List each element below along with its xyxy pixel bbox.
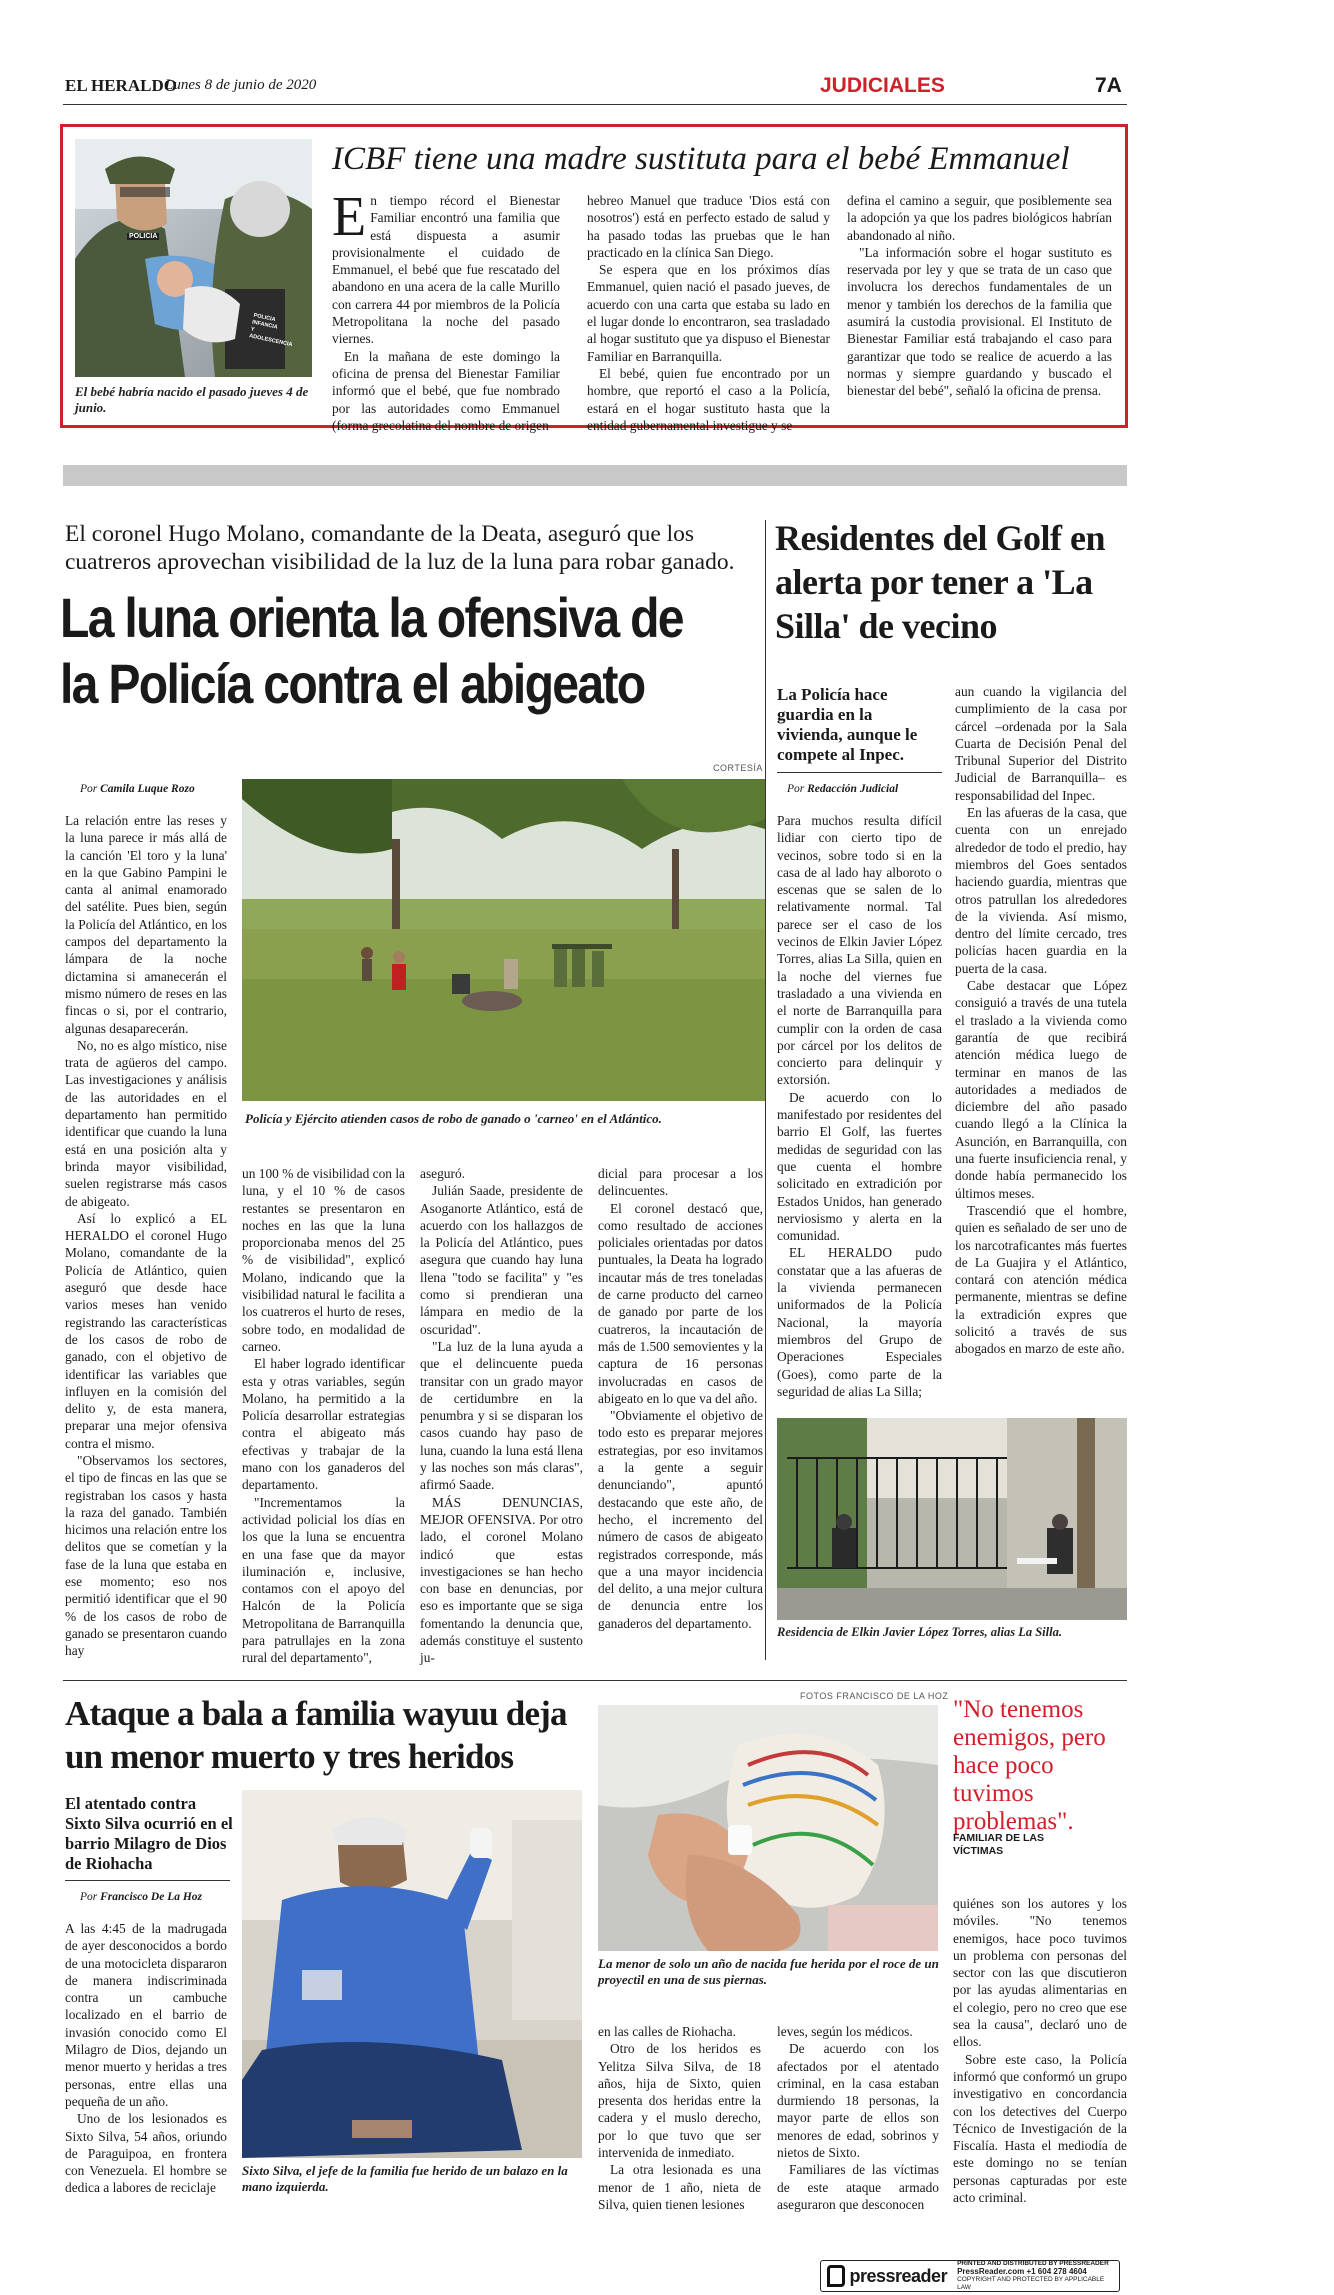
luna-dek: El coronel Hugo Molano, comandante de la Deata, aseguró que los cuatreros aprovechan visibilidad de la luz de la luna para robar ganado. <box>65 521 735 575</box>
icbf-col-3-para: defina el camino a seguir, que posiblemente sea la adopción ya que los padres biológicos habrían abandonado al niño. <box>847 193 1112 243</box>
header-rule <box>63 104 1127 105</box>
byline-name: Francisco De La Hoz <box>100 1891 203 1903</box>
golf-col-2 <box>955 683 1127 1411</box>
golf-byline <box>787 783 898 795</box>
wayuu-photo-2 <box>598 1705 938 1951</box>
luna-col-3 <box>420 1165 583 1666</box>
luna-col-4-para: dicial para procesar a los delincuentes. <box>598 1166 763 1199</box>
byline-prefix: Por <box>80 783 98 795</box>
luna-col-2-para: El haber logrado identificar esta y otras variables, según Molano, ha permitido a la Policía desarrollar estrategias contra el abigeato más efectivas y trabajar de la mano con los ganaderos del departamento. <box>242 1356 405 1493</box>
wayuu-photo-1 <box>242 1790 582 2158</box>
wayuu-quote-source: FAMILIAR DE LAS VÍCTIMAS <box>953 1832 1044 1857</box>
pressreader-logo-icon <box>827 2265 845 2287</box>
wayuu-dek: El atentado contra Sixto Silva ocurrió en el barrio Milagro de Dios de Riohacha <box>65 1794 233 1873</box>
golf-col-2-para: En las afueras de la casa, que cuenta con un enrejado alrededor de todo el predio, hay miembros del Goes sentados haciendo guardia, mientras que otros patrullan los alrededores de la vivienda. Así mismo, dentro del límite cercado, tres policías hacen guardia en la puerta de la casa. <box>955 805 1127 976</box>
wayuu-byline <box>80 1891 202 1903</box>
wayuu-col-1-para: A las 4:45 de la madrugada de ayer desconocidos a bordo de una motocicleta dispararon de manera indiscriminada contra un cambuche localizado en el barrio de invasión conocido como El Milagro de Dios, dejando un menor muerto y heridas a tres personas, entre ellas una pequeña de un año. <box>65 1921 227 2109</box>
golf-col-1 <box>777 812 942 1410</box>
icbf-col-1 <box>332 186 560 433</box>
wayuu-col-4 <box>953 1895 1127 2215</box>
bottom-section-rule <box>63 1680 1127 1681</box>
golf-col-2-para: aun cuando la vigilancia del cumplimiento de la casa por cárcel –ordenada por la Sala Cuarta de Decisión Penal del Tribunal Superior del Distrito Judicial de Barranquilla– es responsabilidad del Inpec. <box>955 684 1127 803</box>
pressreader-line-1: PRINTED AND DISTRIBUTED BY PRESSREADER <box>957 2260 1109 2267</box>
byline-name: Camila Luque Rozo <box>100 783 195 795</box>
golf-dek-rule <box>777 772 942 773</box>
icbf-headline: ICBF tiene una madre sustituta para el bebé Emmanuel <box>332 141 1070 177</box>
wayuu-dek-rule <box>65 1880 230 1881</box>
icbf-col-1-para: En la mañana de este domingo la oficina de prensa del Bienestar Familiar informó que el bebé, que fue nombrado por las autoridades como Emmanuel (forma grecolatina del nombre de origen <box>332 348 560 433</box>
wayuu-col-3 <box>777 2023 939 2213</box>
luna-col-3-para: MÁS DENUNCIAS, MEJOR OFENSIVA. Por otro lado, el coronel Molano indicó que estas investigaciones se han hecho con base en denuncias, por eso es importante que se siga fomentando la denuncia que, además constituye el sustento ju- <box>420 1494 583 1666</box>
icbf-col-2-para: Se espera que en los próximos días Emmanuel, quien nació el pasado jueves, de acuerdo con una carta que estaba su lado en el lugar donde lo encontraron, sea trasladado al hogar sustituto que ya dispuso el Bienestar Familiar en Barranquilla. <box>587 262 830 364</box>
byline-prefix: Por <box>787 783 805 795</box>
paper-name: EL HERALDO <box>65 76 177 95</box>
icbf-col-2-para: El bebé, quien fue encontrado por un hombre, que reportó el caso a la Policía, estará en el hogar sustituto hasta que la entidad gubernamental investigue y se <box>587 365 830 433</box>
byline-name: Redacción Judicial <box>807 783 899 795</box>
page-date: Lunes 8 de junio de 2020 <box>165 77 317 93</box>
luna-col-1-para: La relación entre las reses y la luna parece ir más allá de la canción 'El toro y la luna' en la que Gabino Pampini le canta al animal enamorado del satélite. Pues bien, según la Policía del Atlántico, en los campos del departamento la lámpara de la noche dictamina si amanecerán el mismo número de reses en las fincas o si, por el contrario, algunas desaparecerán. <box>65 813 227 1036</box>
wayuu-headline: Ataque a bala a familia wayuu deja un menor muerto y tres heridos <box>65 1694 567 1776</box>
luna-headline <box>60 585 683 717</box>
wayuu-pull-quote: "No tenemos enemigos, pero hace poco tuvimos problemas". <box>953 1696 1106 1835</box>
luna-col-3-para: Julián Saade, presidente de Asoganorte Atlántico, está de acuerdo con los hallazgos de la Policía del Atlántico, pues asegura que cuando hay luna llena "todo se facilita" y "es como si prendieran una lámpara en medio de la oscuridad". <box>420 1183 583 1337</box>
golf-col-1-para: Para muchos resulta difícil lidiar con cierto tipo de vecinos, sobre todo si en la casa de al lado hay alboroto o escenas que se salen de lo relativamente normal. Tal parece ser el caso de los vecinos de Elkin Javier López Torres, alias La Silla, quien en la noche del viernes fue trasladado a una vivienda en el norte de Barranquilla para cumplir con la orden de casa por cárcel por los delitos de concierto para delinquir y extorsión. <box>777 813 942 1088</box>
pressreader-brand: pressreader <box>849 2265 948 2286</box>
wayuu-col-2-para: en las calles de Riohacha. <box>598 2024 736 2039</box>
golf-col-2-para: Trascendió que el hombre, quien es señalado de ser uno de los narcotraficantes más fuertes de La Guajira y el Atlántico, contará con atención médica permanente, mientras se define la extradición expres que solicitó a través de sus abogados en marzo de este año. <box>955 1202 1127 1357</box>
golf-col-2-para: Cabe destacar que López consiguió a través de una tutela el traslado a la vivienda como garantía de que recibirá atención médica luego de terminar en manos de las autoridades a mediados de diciembre del año pasado cuando llegó a la Clínica la Asunción, en Barranquilla, con una fuerte insuficiencia renal, y donde había permanecido los últimos meses. <box>955 978 1127 1201</box>
byline-prefix: Por <box>80 1891 98 1903</box>
wayuu-photo-credit: FOTOS FRANCISCO DE LA HOZ <box>800 1691 949 1701</box>
luna-headline-line-1: La luna orienta la ofensiva de <box>60 586 683 649</box>
luna-byline <box>80 783 195 795</box>
section-name: JUDICIALES <box>820 74 945 97</box>
luna-col-3-para: "La luz de la luna ayuda a que el delincuente pueda transitar con un grado mayor de certidumbre en la penumbra y si se disparan los casos cuando hay paso de luna, cuando la luna está llena y las noches son más claras", afirmó Saade. <box>420 1338 583 1493</box>
wayuu-col-3-para: Familiares de las víctimas de este ataque armado aseguraron que desconocen <box>777 2162 939 2212</box>
section-divider-bar <box>63 465 1127 486</box>
luna-col-4 <box>598 1165 763 1657</box>
icbf-col-2 <box>587 192 830 433</box>
icbf-photo <box>75 139 312 377</box>
luna-col-1 <box>65 812 227 1657</box>
pressreader-line-2: PressReader.com +1 604 278 4604 <box>957 2267 1087 2276</box>
wayuu-photo-1-caption: Sixto Silva, el jefe de la familia fue herido de un balazo en la mano izquierda. <box>242 2163 568 2194</box>
luna-photo <box>242 779 765 1101</box>
wayuu-col-3-para: leves, según los médicos. <box>777 2024 913 2039</box>
wayuu-col-2-para: La otra lesionada es una menor de 1 año, nieta de Silva, quien tienen lesiones <box>598 2162 761 2212</box>
page-number: 7A <box>1095 74 1122 97</box>
golf-col-1-para: EL HERALDO pudo constatar que a las afueras de la vivienda permanecen uniformados de la Policía Nacional, la mayoría miembros del Grupo de Operaciones Especiales (Goes), como parte de la seguridad de alias La Silla; <box>777 1245 942 1399</box>
icbf-col-2-para: hebreo Manuel que traduce 'Dios está con nosotros') está en perfecto estado de salud y ha pasado todas las pruebas que le han practicado en la clínica San Diego. <box>587 193 830 260</box>
golf-dek: La Policía hace guardia en la vivienda, aunque le compete al Inpec. <box>777 685 918 764</box>
pressreader-info <box>957 2260 1113 2292</box>
luna-photo-credit: CORTESÍA <box>713 763 763 773</box>
wayuu-photo-2-caption: La menor de solo un año de nacida fue herida por el roce de un proyectil en una de sus piernas. <box>598 1956 939 1987</box>
icbf-col-3-para: "La información sobre el hogar sustituto es reservada por ley y que se trata de un caso que involucra los derechos fundamentales de un menor y también los derechos de la familia que asumirá la custodia provisional. El Instituto de Bienestar Familiar está trabajando el caso para garantizar que todo se realice de acuerdo a las normas y siempre guardando y buscado el bienestar del bebé", señaló la oficina de prensa. <box>847 244 1112 399</box>
page-header <box>65 74 1125 100</box>
column-divider <box>765 520 766 1660</box>
wayuu-col-1 <box>65 1920 227 2212</box>
luna-photo-caption: Policía y Ejército atienden casos de robo de ganado o 'carneo' en el Atlántico. <box>245 1111 662 1126</box>
golf-photo-caption: Residencia de Elkin Javier López Torres, alias La Silla. <box>777 1625 1062 1639</box>
wayuu-col-1-para: Uno de los lesionados es Sixto Silva, 54 años, oriundo de Paraguipoa, en frontera con Venezuela. El hombre se dedica a labores de reciclaje <box>65 2111 227 2196</box>
golf-photo <box>777 1418 1127 1620</box>
wayuu-col-4-para: Sobre este caso, la Policía informó que conformó un grupo investigativo en concordancia con los detectives del Cuerpo Técnico de Investigación de la Fiscalía. Hasta el mediodía de este domingo no se tenían personas capturadas por este acto criminal. <box>953 2051 1127 2206</box>
luna-col-1-para: "Observamos los sectores, el tipo de fincas en las que se registraban los casos y hasta la raza del ganado. También hicimos una relación entre los delitos que se cometían y la fase de la luna que estaba en ese momento; eso nos permitió identificar que el 90 % de los casos de robo de ganado se presentaron cuando hay <box>65 1452 227 1659</box>
wayuu-col-3-para: De acuerdo con los afectados por el atentado criminal, en la casa estaban durmiendo 18 personas, la mayor parte de ellos son menores de edad, sobrinos y nietos de Sixto. <box>777 2041 939 2161</box>
luna-col-2-para: un 100 % de visibilidad con la luna, y el 10 % de casos restantes se presentaron en noches en las que la luna proporcionaba menos del 25 % de visibilidad", explicó Molano, indicando que la visibilidad natural le facilita a los cuatreros el hurto de reses, sobre todo, en modalidad de carneo. <box>242 1166 405 1354</box>
luna-col-1-para: Así lo explicó a EL HERALDO el coronel Hugo Molano, comandante de la Policía de Atlántico, quien aseguró que desde hace varios meses han venido registrando las características de los casos de robo de ganado, con el objetivo de identificar las variables que influyen en la comisión del delito y, de esta manera, preparar una mejor ofensiva contra el mismo. <box>65 1210 227 1451</box>
golf-headline: Residentes del Golf en alerta por tener a 'La Silla' de vecino <box>775 518 1105 646</box>
photo-chest-label: POLICIA <box>129 233 158 240</box>
icbf-photo-caption: El bebé habría nacido el pasado jueves 4 de junio. <box>75 384 309 415</box>
pressreader-badge <box>820 2260 1120 2292</box>
luna-col-1-para: No, no es algo místico, nise trata de agüeros del campo. Las investigaciones y análisis de las autoridades en el departamento han permitido identificar que cuando la luna está en una posición alta y brinda mayor visibilidad, suelen registrarse más casos de abigeato. <box>65 1037 227 1209</box>
golf-col-1-para: De acuerdo con lo manifestado por residentes del barrio El Golf, las fuertes medidas de seguridad con las que cuenta el hombre solicitado en extradición por Estados Unidos, han generado nerviosismo y alerta en la comunidad. <box>777 1089 942 1244</box>
wayuu-col-2-para: Otro de los heridos es Yelitza Silva Silva, de 18 años, hija de Sixto, quien presenta dos heridas entre la cadera y el muslo derecho, por lo que tuvo que ser intervenida de inmediato. <box>598 2041 761 2161</box>
luna-col-2 <box>242 1165 405 1666</box>
luna-col-4-para: "Obviamente el objetivo de todo esto es preparar mejores estrategias, por eso invitamos a la gente a seguir denunciando", apuntó destacando que este año, de hecho, el incremento del número de casos de abigeato registrados corresponde, más que a una mayor incidencia del delito, a una mejor cultura de denuncia entre los ganaderos del departamento. <box>598 1408 763 1631</box>
wayuu-col-4-para: quiénes son los autores y los móviles. "No tenemos enemigos, hace poco tuvimos un problema con personas del sector con las que discutieron por las ayudas alimentarias en el colegio, pero no creo que ese sea la causa", declaró uno de ellos. <box>953 1896 1127 2050</box>
icbf-dropcap: E <box>332 186 367 248</box>
luna-col-4-para: El coronel destacó que, como resultado de acciones policiales orientadas por datos puntuales, la Deata ha logrado incautar más de tres toneladas de carne producto del carneo de ganado por parte de los cuatreros, la incautación de más de 1.500 semovientes y la captura de 16 personas involucradas en casos de abigeato en lo que va del año. <box>598 1200 763 1406</box>
wayuu-col-2 <box>598 2023 761 2213</box>
luna-col-2-para: "Incrementamos la actividad policial los días en los que la luna se encuentra en una fase que da mayor iluminación e, inclusive, contamos con el apoyo del Halcón de la Policía Metropolitana de Barranquilla para patrullajes en la zona rural del departamento", <box>242 1494 405 1666</box>
luna-col-3-para: aseguró. <box>420 1166 465 1181</box>
pressreader-line-3: COPYRIGHT AND PROTECTED BY APPLICABLE LAW <box>957 2276 1105 2291</box>
icbf-col-1-para: n tiempo récord el Bienestar Familiar encontró una familia que está dispuesta a asumir provisionalmente el cuidado de Emmanuel, el bebé que fue rescatado del abandono en una acera de la calle Murillo con carrera 44 por miembros de la Policía Metropolitana la noche del pasado viernes. <box>332 193 560 347</box>
icbf-col-3 <box>847 192 1112 422</box>
luna-headline-line-2: la Policía contra el abigeato <box>60 652 645 715</box>
photo-vest-label: POLICIA INFANCIA Y ADOLESCENCIA <box>248 312 293 349</box>
